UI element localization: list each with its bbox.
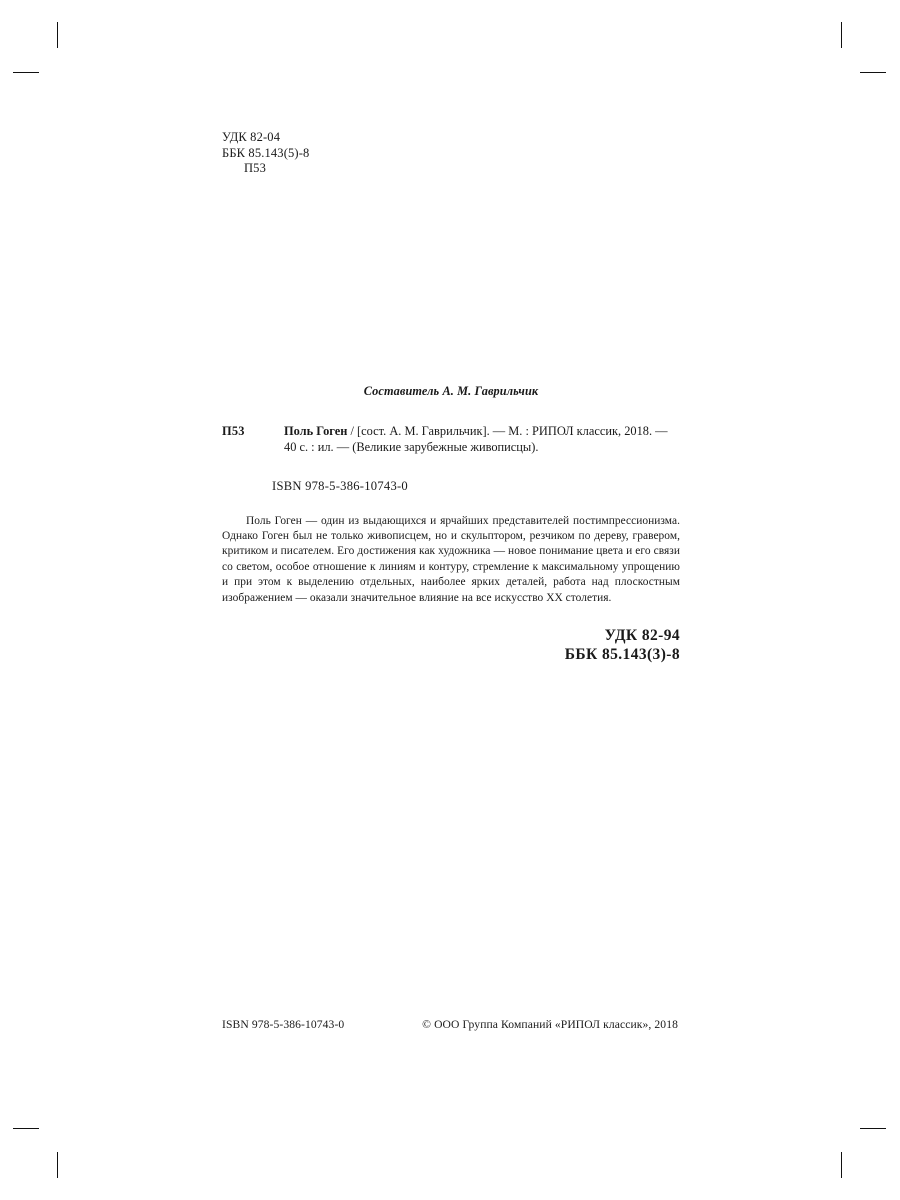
bbk-code-bottom: ББК 85.143(3)-8 (564, 645, 680, 663)
book-description: / [сост. А. М. Гаврильчик]. — М. : РИПОЛ классик, 2018. — 40 с. : ил. — (Великие зарубежные живописцы). (284, 423, 668, 454)
crop-mark-top-right-vertical (841, 22, 842, 48)
bibliographic-record-code: П53 (222, 423, 245, 438)
compiler-line: Составитель А. М. Гаврильчик (363, 383, 539, 398)
crop-mark-bottom-right-horizontal (860, 1128, 886, 1129)
crop-mark-top-right-horizontal (860, 72, 886, 73)
crop-mark-bottom-right-vertical (841, 1152, 842, 1178)
page-content (222, 130, 680, 664)
page-footer (222, 1018, 680, 1031)
udk-code-bottom: УДК 82-94 (604, 626, 680, 644)
author-sign-code (222, 161, 680, 177)
book-title: Поль Гоген (284, 423, 348, 438)
crop-mark-bottom-left-vertical (57, 1152, 58, 1178)
crop-mark-top-left-vertical (57, 22, 58, 48)
crop-mark-bottom-left-horizontal (13, 1128, 39, 1129)
udk-code-top: УДК 82-04 (222, 130, 281, 144)
bibliographic-record (222, 423, 680, 456)
classification-bottom-block (222, 626, 680, 664)
bibliographic-record-text (284, 423, 680, 456)
bbk-code-top: ББК 85.143(5)-8 (222, 145, 310, 160)
author-sign-code-value: П53 (244, 161, 266, 175)
annotation-text: Поль Гоген — один из выдающихся и ярчайших представителей постимпрессионизма. Однако Гоген был не только живописцем, но и скульптором, резчиком по дереву, гравером, критиком и писателем. Его достижения как художника — новое понимание цвета и его связи со светом, особое отношение к линиям и контуру, стремление к максимальному упрощению и при этом к выделению отдельных, наиболее ярких деталей, работа над плоскостным изображением — оказали значительное влияние на все искусство XX столетия. (222, 514, 680, 604)
crop-mark-top-left-horizontal (13, 72, 39, 73)
isbn-line: ISBN 978-5-386-10743-0 (272, 478, 408, 493)
footer-copyright: © ООО Группа Компаний «РИПОЛ классик», 2018 (422, 1018, 678, 1031)
classification-top-block (222, 130, 680, 177)
footer-isbn: ISBN 978-5-386-10743-0 (222, 1018, 345, 1031)
